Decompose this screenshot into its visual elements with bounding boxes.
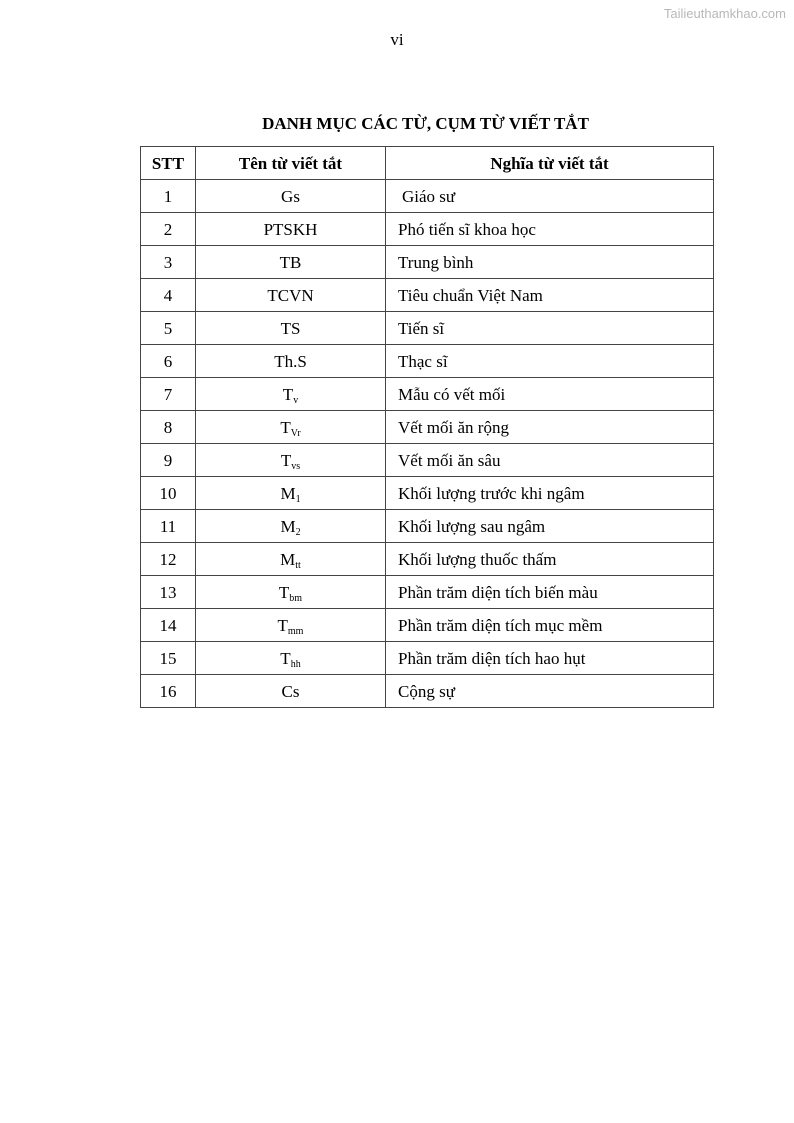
abbreviation-base: M	[280, 516, 296, 536]
abbreviation-subscript: 1	[295, 493, 301, 505]
cell-meaning: Vết mối ăn sâu	[386, 444, 714, 477]
abbreviation-subscript: 2	[295, 526, 301, 538]
cell-stt: 1	[141, 180, 196, 213]
cell-meaning: Tiêu chuẩn Việt Nam	[386, 279, 714, 312]
table-row	[141, 675, 714, 708]
cell-stt: 5	[141, 312, 196, 345]
table-row	[141, 312, 714, 345]
cell-meaning: Trung bình	[386, 246, 714, 279]
cell-stt: 3	[141, 246, 196, 279]
cell-stt: 14	[141, 609, 196, 642]
cell-meaning: Tiến sĩ	[386, 312, 714, 345]
abbreviation-base: PTSKH	[263, 219, 318, 239]
page-title: DANH MỤC CÁC TỪ, CỤM TỪ VIẾT TẮT	[262, 114, 589, 133]
table-row	[141, 543, 714, 576]
cell-stt: 11	[141, 510, 196, 543]
cell-meaning: Mẫu có vết mối	[386, 378, 714, 411]
cell-abbreviation	[196, 609, 386, 642]
abbreviation-base: T	[280, 648, 291, 668]
cell-abbreviation	[196, 180, 386, 213]
cell-abbreviation	[196, 477, 386, 510]
cell-meaning: Khối lượng trước khi ngâm	[386, 477, 714, 510]
abbreviation-base: TCVN	[267, 285, 314, 305]
table-row	[141, 477, 714, 510]
cell-abbreviation	[196, 543, 386, 576]
cell-abbreviation	[196, 411, 386, 444]
table-row	[141, 180, 714, 213]
cell-meaning: Phần trăm diện tích mục mềm	[386, 609, 714, 642]
abbreviation-base: TB	[279, 252, 302, 272]
table-row	[141, 378, 714, 411]
table-row	[141, 279, 714, 312]
abbreviation-subscript: vs	[291, 460, 301, 472]
abbreviation-table	[140, 146, 714, 708]
abbreviation-base: Cs	[281, 681, 300, 701]
cell-stt: 6	[141, 345, 196, 378]
cell-stt: 13	[141, 576, 196, 609]
table-body	[141, 180, 714, 708]
page-number: vi	[390, 30, 404, 49]
table-row	[141, 246, 714, 279]
table-row	[141, 213, 714, 246]
cell-abbreviation	[196, 345, 386, 378]
header-abbreviation: Tên từ viết tắt	[196, 147, 386, 180]
cell-stt: 7	[141, 378, 196, 411]
watermark: Tailieuthamkhao.com	[663, 6, 786, 21]
cell-stt: 9	[141, 444, 196, 477]
abbreviation-base: Gs	[281, 186, 300, 206]
cell-abbreviation	[196, 510, 386, 543]
abbreviation-base: T	[278, 582, 290, 602]
cell-abbreviation	[196, 675, 386, 708]
abbreviation-base: Th.S	[274, 351, 307, 371]
table-row	[141, 510, 714, 543]
cell-stt: 12	[141, 543, 196, 576]
cell-stt: 15	[141, 642, 196, 675]
cell-meaning: Phần trăm diện tích hao hụt	[386, 642, 714, 675]
abbreviation-base: M	[280, 549, 296, 569]
abbreviation-subscript: mm	[287, 625, 304, 637]
table-row	[141, 576, 714, 609]
cell-abbreviation	[196, 378, 386, 411]
abbreviation-subscript: bm	[289, 592, 303, 604]
cell-meaning: Khối lượng sau ngâm	[386, 510, 714, 543]
table-row	[141, 411, 714, 444]
cell-stt: 4	[141, 279, 196, 312]
cell-meaning: Khối lượng thuốc thấm	[386, 543, 714, 576]
cell-meaning: Thạc sĩ	[386, 345, 714, 378]
cell-abbreviation	[196, 312, 386, 345]
abbreviation-base: T	[280, 450, 292, 470]
cell-meaning: Giáo sư	[386, 180, 714, 213]
cell-abbreviation	[196, 444, 386, 477]
abbreviation-subscript: Vr	[290, 427, 301, 439]
abbreviation-subscript: tt	[295, 559, 301, 571]
abbreviation-subscript: v	[293, 394, 299, 406]
table-row	[141, 609, 714, 642]
abbreviation-base: M	[280, 483, 296, 503]
abbreviation-subscript: hh	[290, 658, 301, 670]
cell-abbreviation	[196, 642, 386, 675]
header-meaning: Nghĩa từ viết tắt	[386, 147, 714, 180]
cell-meaning: Cộng sự	[386, 675, 714, 708]
cell-abbreviation	[196, 213, 386, 246]
abbreviation-base: T	[282, 384, 294, 404]
cell-abbreviation	[196, 279, 386, 312]
cell-abbreviation	[196, 246, 386, 279]
table-row	[141, 444, 714, 477]
cell-stt: 10	[141, 477, 196, 510]
cell-meaning: Phó tiến sĩ khoa học	[386, 213, 714, 246]
header-stt: STT	[141, 147, 196, 180]
cell-meaning: Phần trăm diện tích biến màu	[386, 576, 714, 609]
cell-meaning: Vết mối ăn rộng	[386, 411, 714, 444]
abbreviation-base: T	[280, 417, 291, 437]
table-row	[141, 642, 714, 675]
abbreviation-base: T	[277, 615, 288, 635]
cell-stt: 2	[141, 213, 196, 246]
table-header-row	[141, 147, 714, 180]
cell-abbreviation	[196, 576, 386, 609]
table-row	[141, 345, 714, 378]
abbreviation-base: TS	[280, 318, 301, 338]
cell-stt: 16	[141, 675, 196, 708]
cell-stt: 8	[141, 411, 196, 444]
